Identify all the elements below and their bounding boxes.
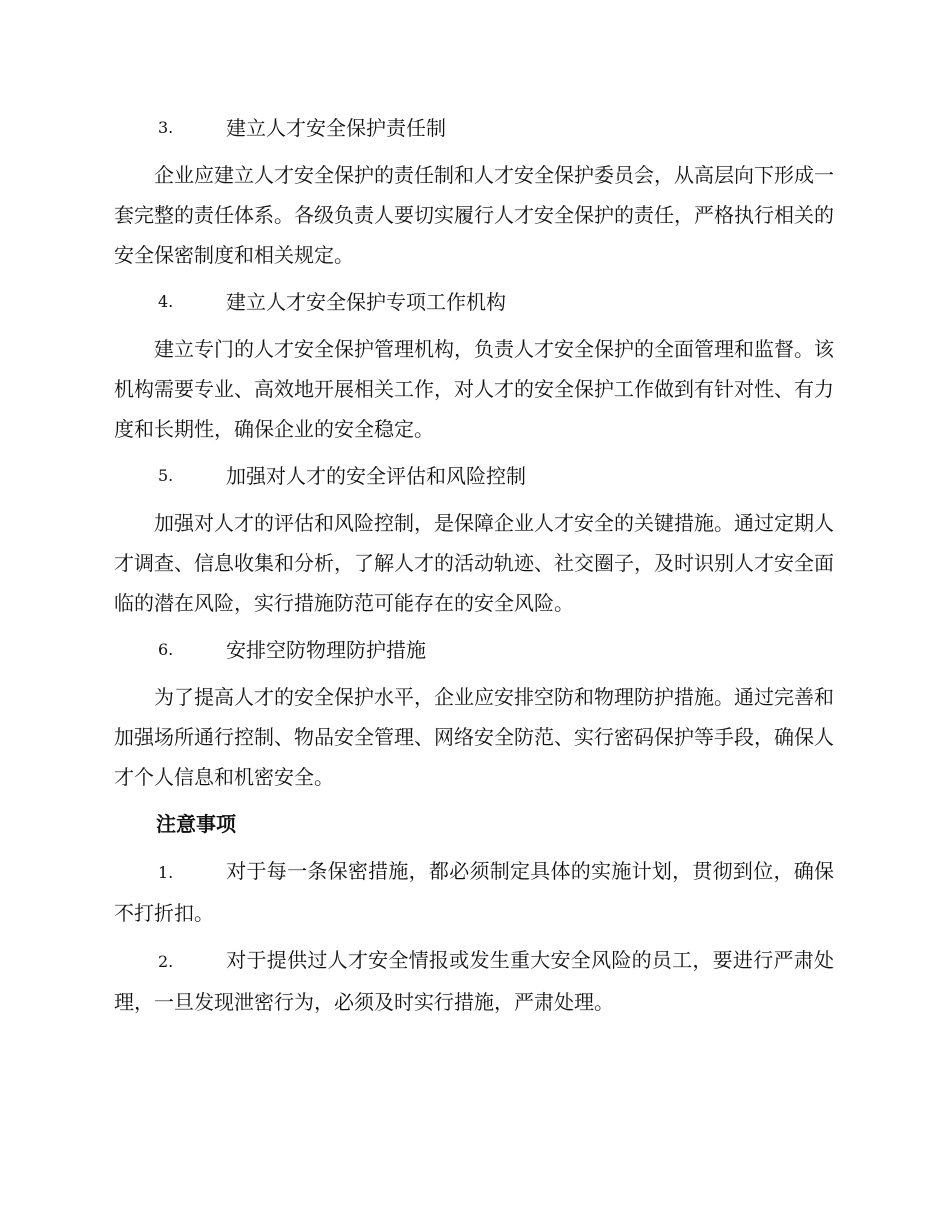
item-title: 建立人才安全保护责任制: [226, 116, 446, 140]
notes-section-title: 注意事项: [156, 812, 236, 836]
item-heading-5: [114, 456, 834, 496]
item-body-5: 加强对人才的评估和风险控制，是保障企业人才安全的关键措施。通过定期人才调查、信息收集和分析，了解人才的活动轨迹、社交圈子，及时识别人才安全面临的潜在风险，实行措施防范可能存在的安全风险。: [114, 511, 834, 615]
item-heading-4: [114, 282, 834, 322]
item-heading-6: [114, 630, 834, 670]
item-number: 3.: [158, 118, 174, 137]
item-number: 4.: [158, 292, 174, 311]
item-title: 安排空防物理防护措施: [226, 638, 426, 662]
item-title: 建立人才安全保护专项工作机构: [226, 290, 506, 314]
note-item-2: [114, 940, 834, 1022]
note-text: 对于每一条保密措施，都必须制定具体的实施计划，贯彻到位，确保不打折扣。: [114, 859, 834, 925]
document-content: [114, 108, 834, 1029]
note-number: 2.: [158, 952, 174, 971]
item-body-3: 企业应建立人才安全保护的责任制和人才安全保护委员会，从高层向下形成一套完整的责任体系。各级负责人要切实履行人才安全保护的责任，严格执行相关的安全保密制度和相关规定。: [114, 163, 834, 267]
item-number: 5.: [158, 466, 174, 485]
item-body-6: 为了提高人才的安全保护水平，企业应安排空防和物理防护措施。通过完善和加强场所通行控制、物品安全管理、网络安全防范、实行密码保护等手段，确保人才个人信息和机密安全。: [114, 685, 834, 789]
item-number: 6.: [158, 640, 174, 659]
item-heading-3: [114, 108, 834, 148]
item-title: 加强对人才的安全评估和风险控制: [226, 464, 526, 488]
note-text: 对于提供过人才安全情报或发生重大安全风险的员工，要进行严肃处理，一旦发现泄密行为，必须及时实行措施，严肃处理。: [114, 948, 834, 1014]
item-body-4: 建立专门的人才安全保护管理机构，负责人才安全保护的全面管理和监督。该机构需要专业、高效地开展相关工作，对人才的安全保护工作做到有针对性、有力度和长期性，确保企业的安全稳定。: [114, 337, 834, 441]
note-number: 1.: [158, 863, 174, 882]
note-item-1: [114, 851, 834, 933]
